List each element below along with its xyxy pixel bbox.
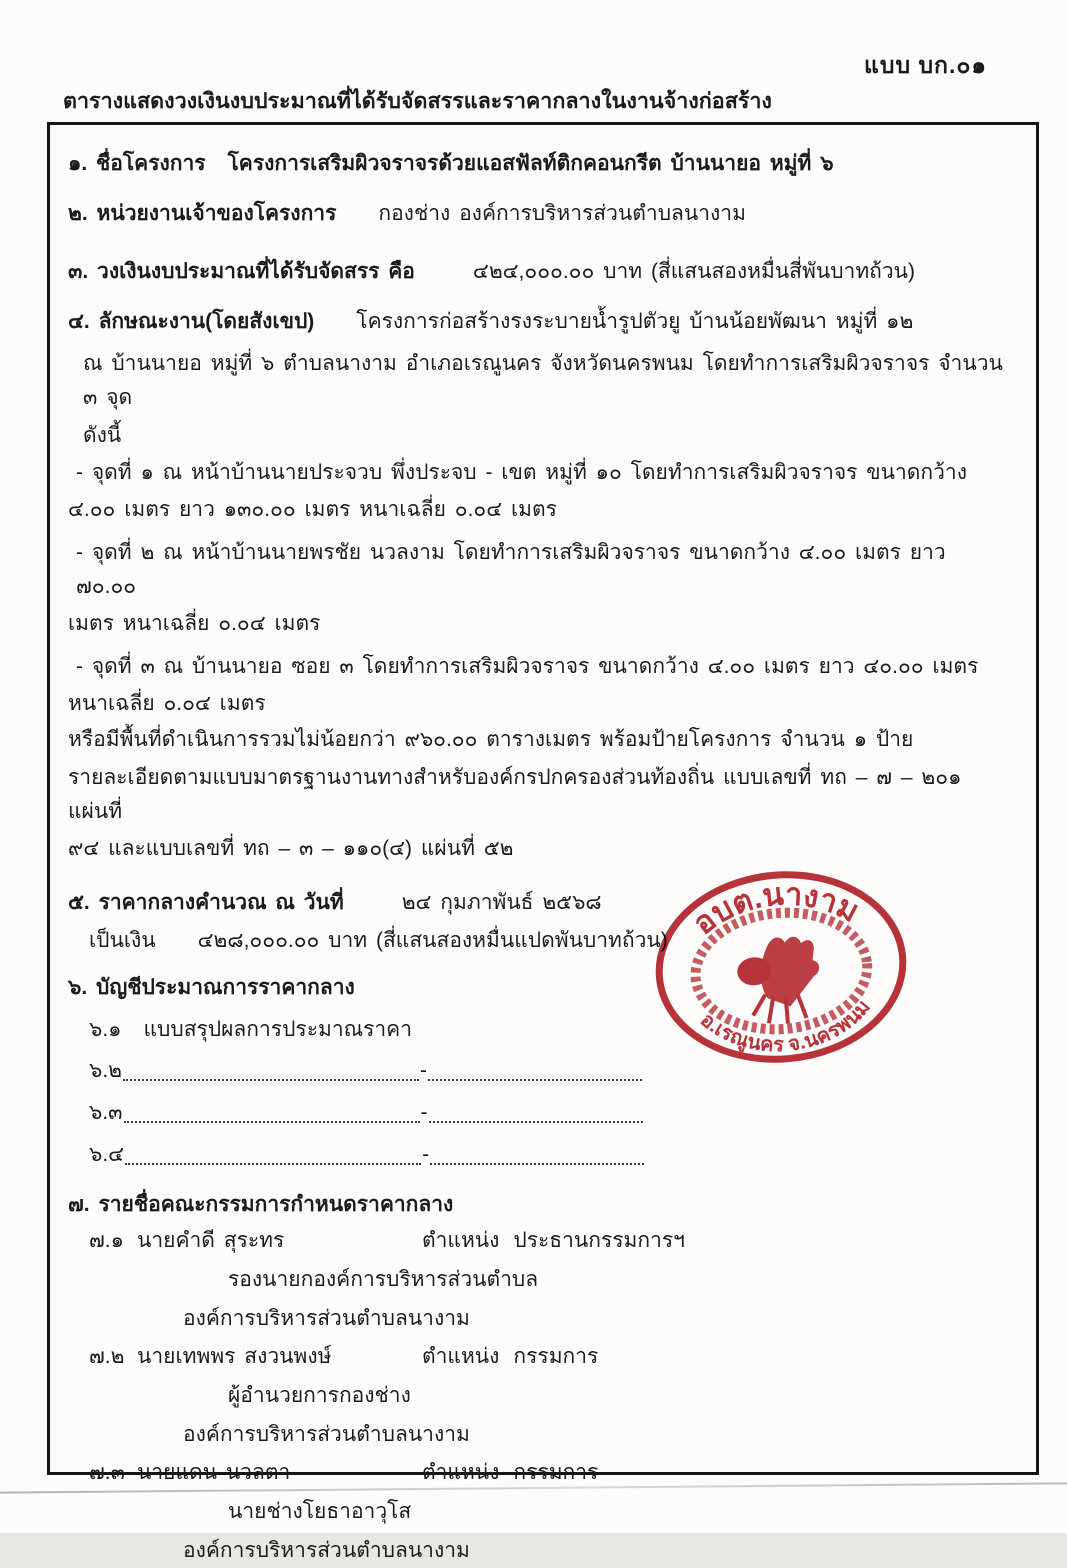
committee-member-row	[89, 1340, 1010, 1374]
section-6-blank-item	[89, 1095, 1010, 1130]
section-5-price-date	[68, 886, 1010, 920]
item-number: ๖.๑	[89, 1018, 122, 1041]
member-org-line: องค์การบริหารส่วนตำบลนางาม	[183, 1307, 470, 1330]
member-number: ๗.๓	[89, 1461, 125, 1484]
dotted-line	[428, 1053, 642, 1081]
dash-separator: -	[422, 1143, 430, 1166]
amount-value: ๔๒๘,๐๐๐.๐๐ บาท (สี่แสนสองหมื่นแปดพันบาทถ้วน)	[197, 929, 668, 952]
member-name: นายคำดี สุระทร	[137, 1229, 285, 1252]
dash-separator: -	[420, 1059, 428, 1082]
page-title: ตารางแสดงวงเงินงบประมาณที่ได้รับจัดสรรและราคากลางในงานจ้างก่อสร้าง	[63, 89, 772, 113]
section-6-blank-item	[89, 1137, 1010, 1172]
scope-point-1: - จุดที่ ๑ ณ หน้าบ้านนายประจวบ พึ่งประจบ - เขต หมู่ที่ ๑๐ โดยทำการเสริมผิวจราจร ขนาดกว้าง	[76, 461, 967, 484]
scope-point-3: - จุดที่ ๓ ณ บ้านนายอ ซอย ๓ โดยทำการเสริมผิวจราจร ขนาดกว้าง ๔.๐๐ เมตร ยาว ๔๐.๐๐ เมตร	[76, 655, 979, 678]
section-1-project-name	[68, 147, 1010, 181]
position-label: ตำแหน่ง	[422, 1229, 500, 1252]
section-1-value: โครงการเสริมผิวจราจรด้วยแอสฟัลท์ติกคอนกรีต บ้านนายอ หมู่ที่ ๖	[227, 152, 834, 175]
item-number: ๖.๓	[89, 1101, 123, 1124]
member-org-line: องค์การบริหารส่วนตำบลนางาม	[183, 1539, 470, 1562]
position-label: ตำแหน่ง	[422, 1461, 500, 1484]
section-2-agency	[68, 197, 1010, 231]
scope-point-1-cont: ๔.๐๐ เมตร ยาว ๑๓๐.๐๐ เมตร หนาเฉลี่ย ๐.๐๔ เมตร	[68, 498, 557, 521]
dotted-line	[124, 1095, 420, 1123]
stamp-bottom-text: อ.เรณูนคร จ.นครพนม	[696, 995, 875, 1057]
item-number: ๖.๔	[89, 1143, 125, 1166]
section-3-value: ๔๒๔,๐๐๐.๐๐ บาท (สี่แสนสองหมื่นสี่พันบาทถ้วน)	[472, 260, 916, 283]
member-position: ประธานกรรมการฯ	[513, 1229, 685, 1252]
stamp-top-text: อบต.นางาม	[686, 876, 865, 942]
scope-point-2: - จุดที่ ๒ ณ หน้าบ้านนายพรชัย นวลงาม โดยทำการเสริมผิวจราจร ขนาดกว้าง ๔.๐๐ เมตร ยาว ๗๐.๐๐	[76, 541, 946, 598]
item-number: ๖.๒	[89, 1059, 123, 1082]
dotted-line	[429, 1095, 643, 1123]
section-6-blank-item	[89, 1053, 1010, 1088]
section-5-label: ๕. ราคากลางคำนวณ ณ วันที่	[68, 891, 344, 914]
section-5-date: ๒๔ กุมภาพันธ์ ๒๕๖๘	[401, 891, 602, 914]
dotted-line	[430, 1137, 644, 1165]
scope-area-line: หรือมีพื้นที่ดำเนินการรวมไม่น้อยกว่า ๙๖๐.๐๐ ตารางเมตร พร้อมป้ายโครงการ จำนวน ๑ ป้าย	[68, 728, 914, 751]
member-number: ๗.๒	[89, 1345, 125, 1368]
scope-point-3-cont: หนาเฉลี่ย ๐.๐๔ เมตร	[68, 692, 266, 715]
section-3-label: ๓. วงเงินงบประมาณที่ได้รับจัดสรร คือ	[68, 260, 415, 283]
scope-standard-line: รายละเอียดตามแบบมาตรฐานงานทางสำหรับองค์กรปกครองส่วนท้องถิ่น แบบเลขที่ ทถ – ๗ – ๒๐๑ แผ่นที่	[68, 766, 962, 823]
dash-separator: -	[420, 1101, 428, 1124]
committee-member-row	[89, 1224, 1010, 1258]
section-4-label: ๔. ลักษณะงาน(โดยสังเขป)	[68, 310, 315, 333]
section-2-label: ๒. หน่วยงานเจ้าของโครงการ	[68, 202, 337, 225]
dotted-line	[125, 1137, 421, 1165]
document-box	[47, 122, 1039, 1562]
dotted-line	[123, 1053, 419, 1081]
scope-line: ณ บ้านนายอ หมู่ที่ ๖ ตำบลนางาม อำเภอเรณูนคร จังหวัดนครพนม โดยทำการเสริมผิวจราจร จำนวน ๓ จุด	[83, 352, 1003, 409]
amount-label: เป็นเงิน	[89, 929, 156, 952]
scope-standard-line-cont: ๙๔ และแบบเลขที่ ทถ – ๓ – ๑๑๐(๔) แผ่นที่ ๕๒	[68, 837, 514, 860]
position-label: ตำแหน่ง	[422, 1345, 500, 1368]
member-title-line: นายช่างโยธาอาวุโส	[228, 1500, 412, 1523]
scope-line: ดังนี้	[83, 424, 122, 447]
member-title-line: ผู้อำนวยการกองช่าง	[228, 1384, 411, 1407]
member-name: นายแดน นวลตา	[137, 1461, 291, 1484]
item-text: แบบสรุปผลการประมาณราคา	[143, 1018, 412, 1041]
section-2-value: กองช่าง องค์การบริหารส่วนตำบลนางาม	[378, 202, 746, 225]
section-6-label: ๖. บัญชีประมาณการราคากลาง	[68, 976, 355, 999]
section-5-amount-row	[89, 924, 1010, 958]
scope-point-2-cont: เมตร หนาเฉลี่ย ๐.๐๔ เมตร	[68, 612, 321, 635]
member-org-line: องค์การบริหารส่วนตำบลนางาม	[183, 1423, 470, 1446]
member-title-line: รองนายกองค์การบริหารส่วนตำบล	[228, 1268, 539, 1291]
section-3-budget	[68, 255, 1010, 289]
member-number: ๗.๑	[89, 1229, 124, 1252]
section-7-label: ๗. รายชื่อคณะกรรมการกำหนดราคากลาง	[68, 1193, 454, 1216]
member-name: นายเทพพร สงวนพงษ์	[137, 1345, 332, 1368]
section-6-item-1	[89, 1013, 1010, 1047]
form-code: แบบ บก.๐๑	[864, 52, 987, 78]
section-4-value: โครงการก่อสร้างรงระบายน้ำรูปตัวยู บ้านน้อยพัฒนา หมู่ที่ ๑๒	[356, 310, 914, 333]
member-position: กรรมการ	[513, 1345, 599, 1368]
section-4-scope-head	[68, 305, 1010, 339]
section-1-label: ๑. ชื่อโครงการ	[68, 152, 206, 175]
member-position: กรรมการ	[513, 1461, 599, 1484]
